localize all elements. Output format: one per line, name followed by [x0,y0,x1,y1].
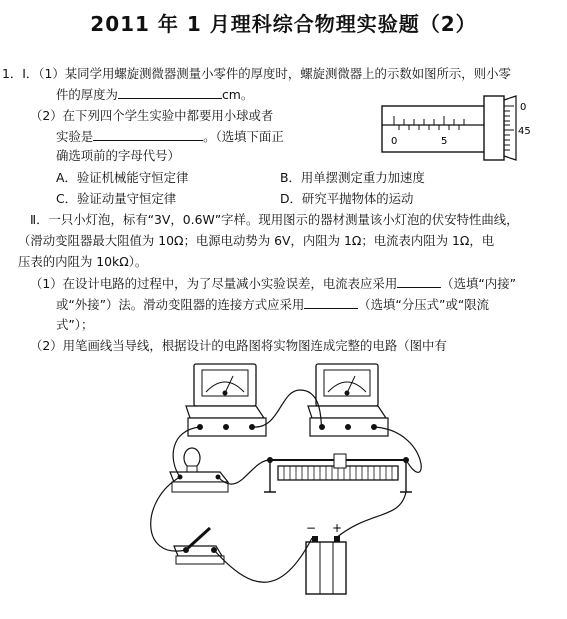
switch [174,528,224,564]
q1-part2-line1: （2）在下列四个学生实验中都要用小球或者 [30,108,274,123]
rheostat-connection-blank [304,296,358,309]
main-scale-label-5: 5 [441,136,448,147]
page-title: 2011 年 1 月理科综合物理实验题（2） [90,12,477,36]
q2-line2: （滑动变阻器最大阻值为 10Ω；电源电动势为 6V，内阻为 1Ω；电流表内阻为 1Ω，电 [18,233,495,248]
q2-part1-line1 [30,275,516,292]
micrometer-figure [380,92,550,164]
experiment-answer-blank [93,128,203,141]
q2-part1-hint: （选填“内接” [441,276,517,291]
ammeter [186,364,266,436]
q2-part1-text2: 或“外接”）法。滑动变阻器的连接方式应采用 [56,297,305,312]
sliding-rheostat [264,454,412,492]
thimble-ticks [504,106,514,150]
q1-part2-hint: 。（选填下面正 [203,129,284,144]
q2-part1-hint2: （选填“分压式”或“限流 [358,297,490,312]
ammeter-connection-blank [397,275,441,288]
q2-part1-text: （1）在设计电路的过程中，为了尽量减小实验误差，电流表应采用 [30,276,398,291]
q1-thickness-label: 件的厚度为 [56,87,118,102]
wire-battery-rheostat [336,492,406,538]
micrometer-thimble [484,96,504,160]
q1-line1: 1．Ⅰ．（1）某同学用螺旋测微器测量小零件的厚度时，螺旋测微器上的示数如图所示，则小零 [2,66,511,81]
unit-cm: cm。 [221,87,254,102]
voltmeter [308,364,388,436]
battery-plus-label: + [332,521,343,535]
battery-minus-label: − [306,521,317,535]
q1-part2-label: 实验是 [56,129,94,144]
light-bulb [170,448,228,492]
thimble-label-0: 0 [520,102,527,113]
q2-part1-line2 [56,296,489,313]
thickness-answer-blank [118,86,222,99]
q1-part2-line3: 确选项前的字母代号） [56,148,180,163]
option-b: B．用单摆测定重力加速度 [280,170,425,185]
option-d: D．研究平抛物体的运动 [280,191,414,206]
thimble-label-45: 45 [518,126,531,137]
option-c: C．验证动量守恒定律 [56,191,177,206]
q2-part2-line1: （2）用笔画线当导线，根据设计的电路图将实物图连成完整的电路（图中有 [30,338,447,353]
q2-line1: Ⅱ．一只小灯泡，标有“3V，0.6W”字样。现用图示的器材测量该小灯泡的伏安特性曲线， [30,212,519,227]
q2-line3: 压表的内阻为 10kΩ）。 [18,254,148,269]
option-a: A．验证机械能守恒定律 [56,170,189,185]
wire-switch-battery [214,538,312,582]
micrometer-sleeve [382,106,486,152]
q1-part2-line2 [56,128,284,145]
battery [306,521,346,594]
q2-part1-line3: 式”）； [56,317,94,332]
circuit-apparatus-figure [130,360,460,610]
main-scale-label-0: 0 [391,136,398,147]
q1-line2 [56,86,253,103]
